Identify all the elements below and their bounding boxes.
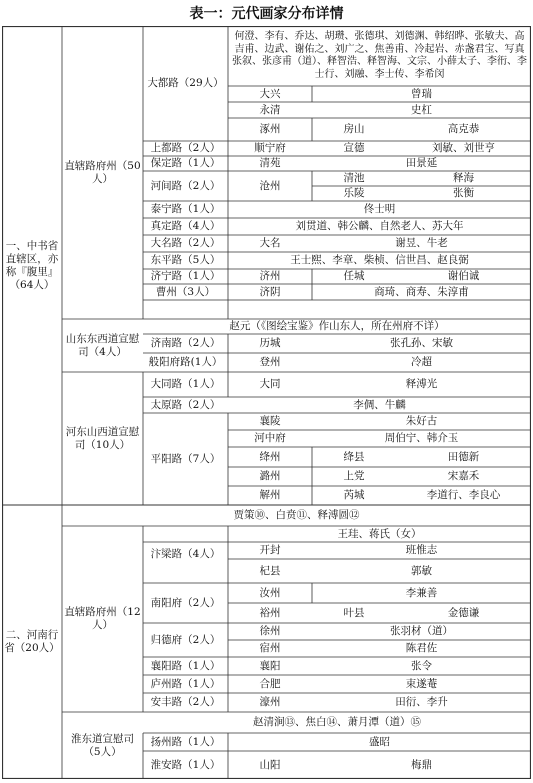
painters-yexian: 金德谦 [447, 606, 480, 619]
painters-dadu: 何澄、李有、乔达、胡瓒、张德琪、刘德渊、韩绍晔、张敏夫、高吉甫、边武、谢佑之、刘广之、焦善甫、冷起岩、赤盏君宝、写真张叙、张彦甫（道）、释智浩、释智海、文宗、小薛太子、李衎、李士行、刘融、李士传、李希闵 [232, 31, 527, 80]
note-shandong: 赵元（《图绘宝鉴》作山东人，所在州府不详） [229, 320, 445, 332]
county-fangshan: 房山 [343, 123, 365, 135]
painters-hezhong: 周伯宁、韩介玉 [384, 432, 459, 444]
painters-kaifeng: 班惟志 [405, 544, 438, 556]
route-pingyang: 平阳路（7人） [150, 452, 221, 465]
region-henan-direct: 直辖路府州（12人） [64, 606, 141, 631]
county-qingchi: 清池 [343, 172, 365, 184]
painters-luzhou: 束遂菴 [405, 677, 438, 690]
county-kaifeng: 开封 [259, 544, 281, 556]
route-jining: 济宁路（1人） [150, 270, 221, 282]
county-qingyuan: 清苑 [259, 157, 281, 169]
painters-jinan: 张孔孙、宋敏 [390, 337, 453, 349]
prefecture-jizhou: 济州 [259, 270, 281, 282]
prefecture-dengzhou: 登州 [259, 356, 281, 368]
county-xuande: 宣德 [343, 142, 365, 154]
route-jinan: 济南路（2人） [150, 337, 221, 349]
painters-fangshan: 高克恭 [447, 123, 480, 135]
route-yangzhou: 扬州路（1人） [150, 735, 221, 748]
painters-jining: 谢伯诚 [447, 270, 480, 282]
painters-anfeng: 田衍、李升 [395, 696, 448, 708]
county-qixian: 杞县 [259, 564, 281, 577]
painters-xiangyang: 张令 [411, 659, 432, 672]
painters-shangdu: 刘敏、刘世亨 [432, 142, 495, 154]
region-hedong: 河东山西道宣慰司（10人） [65, 425, 140, 451]
prefecture-yuzhou: 裕州 [259, 606, 281, 619]
prefecture-luzhou: 潞州 [259, 470, 281, 482]
route-zhending: 真定路（4人） [150, 220, 221, 232]
county-xiangyang: 襄阳 [259, 659, 281, 672]
painters-zhending: 刘贯道、韩公麟、自然老人、苏大年 [295, 220, 464, 232]
prefecture-xiezhou: 解州 [259, 489, 281, 501]
route-taining: 泰宁路（1人） [150, 203, 221, 215]
route-xiangyang: 襄阳路（1人） [150, 659, 221, 672]
province-henan: 二、河南行省（20人） [4, 629, 60, 654]
painters-taiyuan: 李倜、牛麟 [353, 398, 406, 411]
painters-taining: 佟士明 [363, 203, 396, 215]
county-hefei: 合肥 [259, 677, 281, 690]
route-shangdu: 上都路（2人） [150, 142, 221, 154]
painters-huaian: 梅鼎 [411, 758, 432, 771]
county-shanyang: 山阳 [259, 758, 281, 771]
painters-banyang: 冷超 [411, 356, 432, 368]
route-dongping: 东平路（5人） [150, 254, 221, 266]
province-zhongshu: 一、中书省直辖区，亦称『腹里』（64人） [5, 239, 59, 291]
route-dadu: 大都路（29人） [147, 77, 224, 89]
painters-datong: 释溥光 [405, 378, 438, 390]
route-anfeng: 安丰路（2人） [150, 696, 221, 708]
painters-daming: 谢昱、牛老 [395, 237, 448, 249]
prefecture-jiangzhou: 绛州 [259, 450, 281, 463]
table-title: 表一：元代画家分布详情 [189, 6, 344, 22]
route-bianliang: 汴梁路（4人） [150, 548, 221, 560]
prefecture-xuzhou: 徐州 [259, 625, 281, 637]
region-shandong: 山东东西道宣慰司（4人） [65, 332, 140, 358]
county-shangdang: 上党 [343, 470, 365, 482]
painters-shangdang: 宋嘉禾 [447, 470, 480, 482]
route-nanyang: 南阳府（2人） [150, 596, 221, 609]
county-yongqing: 永清 [259, 103, 281, 116]
route-taiyuan: 太原路（2人） [150, 398, 221, 411]
county-xiangling: 襄陵 [259, 415, 281, 427]
county-jiyin: 济阴 [259, 285, 281, 298]
painters-xiangling: 朱好古 [405, 415, 438, 427]
painters-jiangxian: 田德新 [447, 450, 480, 463]
prefecture-cangzhou: 沧州 [259, 179, 281, 192]
county-rencheng: 任城 [343, 270, 365, 282]
route-caozhou: 曹州（3人） [155, 285, 216, 298]
painters-ruzhou: 李兼善 [405, 586, 438, 599]
prefecture-shunning: 顺宁府 [254, 142, 286, 154]
painters-yongqing: 史杠 [411, 103, 432, 116]
painters-baoding: 田景延 [405, 157, 438, 169]
county-datong: 大同 [259, 378, 281, 390]
painters-suzhou: 陈君佐 [405, 642, 438, 654]
route-datong: 大同路（1人） [150, 378, 221, 390]
prefecture-zhuozhou: 涿州 [259, 123, 281, 135]
prefecture-haozhou: 濠州 [259, 696, 281, 708]
route-guide: 归德府（2人） [150, 633, 221, 646]
painters-yangzhou: 盛昭 [369, 735, 390, 748]
painters-qixian: 郭敏 [411, 564, 432, 577]
note-henan: 贾策⑩、白贲⑪、释溥圆⑫ [233, 509, 360, 521]
route-luzhou: 庐州路（1人） [150, 677, 221, 690]
route-banyang: 般阳府路(1人） [148, 356, 223, 368]
note-huaidong: 赵清涧⑬、焦白⑭、萧月潭（道）⑮ [253, 716, 421, 728]
county-daming: 大名 [259, 237, 281, 249]
route-huaian: 淮安路（1人） [150, 758, 221, 771]
county-leling: 乐陵 [343, 187, 365, 199]
painters-xuzhou: 张羽材（道） [390, 625, 453, 637]
prefecture-ruzhou: 汝州 [259, 586, 281, 599]
painter-distribution-table [2, 26, 531, 779]
painters-caozhou: 商琦、商寿、朱淳甫 [374, 285, 469, 298]
painters-daxing: 曾瑞 [411, 87, 432, 100]
painters-bianliang: 王珪、蒋氏（女） [337, 527, 422, 540]
county-ruicheng: 芮城 [343, 489, 365, 501]
route-baoding: 保定路（1人） [150, 157, 221, 169]
county-jiangxian: 绛县 [343, 450, 365, 463]
county-yexian: 叶县 [343, 606, 365, 619]
painters-ruicheng: 李道行、李良心 [426, 489, 501, 501]
county-daxing: 大兴 [259, 87, 281, 100]
painters-dongping: 王士熙、李章、柴桢、信世昌、赵良弼 [290, 254, 469, 266]
route-daming: 大名路（2人） [150, 237, 221, 249]
region-huaidong: 淮东道宣慰司（5人） [71, 732, 134, 758]
painters-qingchi: 释海 [453, 172, 474, 184]
painters-leling: 张衡 [453, 187, 474, 199]
route-hejian: 河间路（2人） [150, 179, 221, 192]
prefecture-suzhou: 宿州 [259, 642, 281, 654]
region-zhongshu-direct: 直辖路府州（50人） [64, 159, 141, 185]
prefecture-hezhong: 河中府 [254, 432, 286, 444]
county-licheng: 历城 [259, 337, 281, 349]
